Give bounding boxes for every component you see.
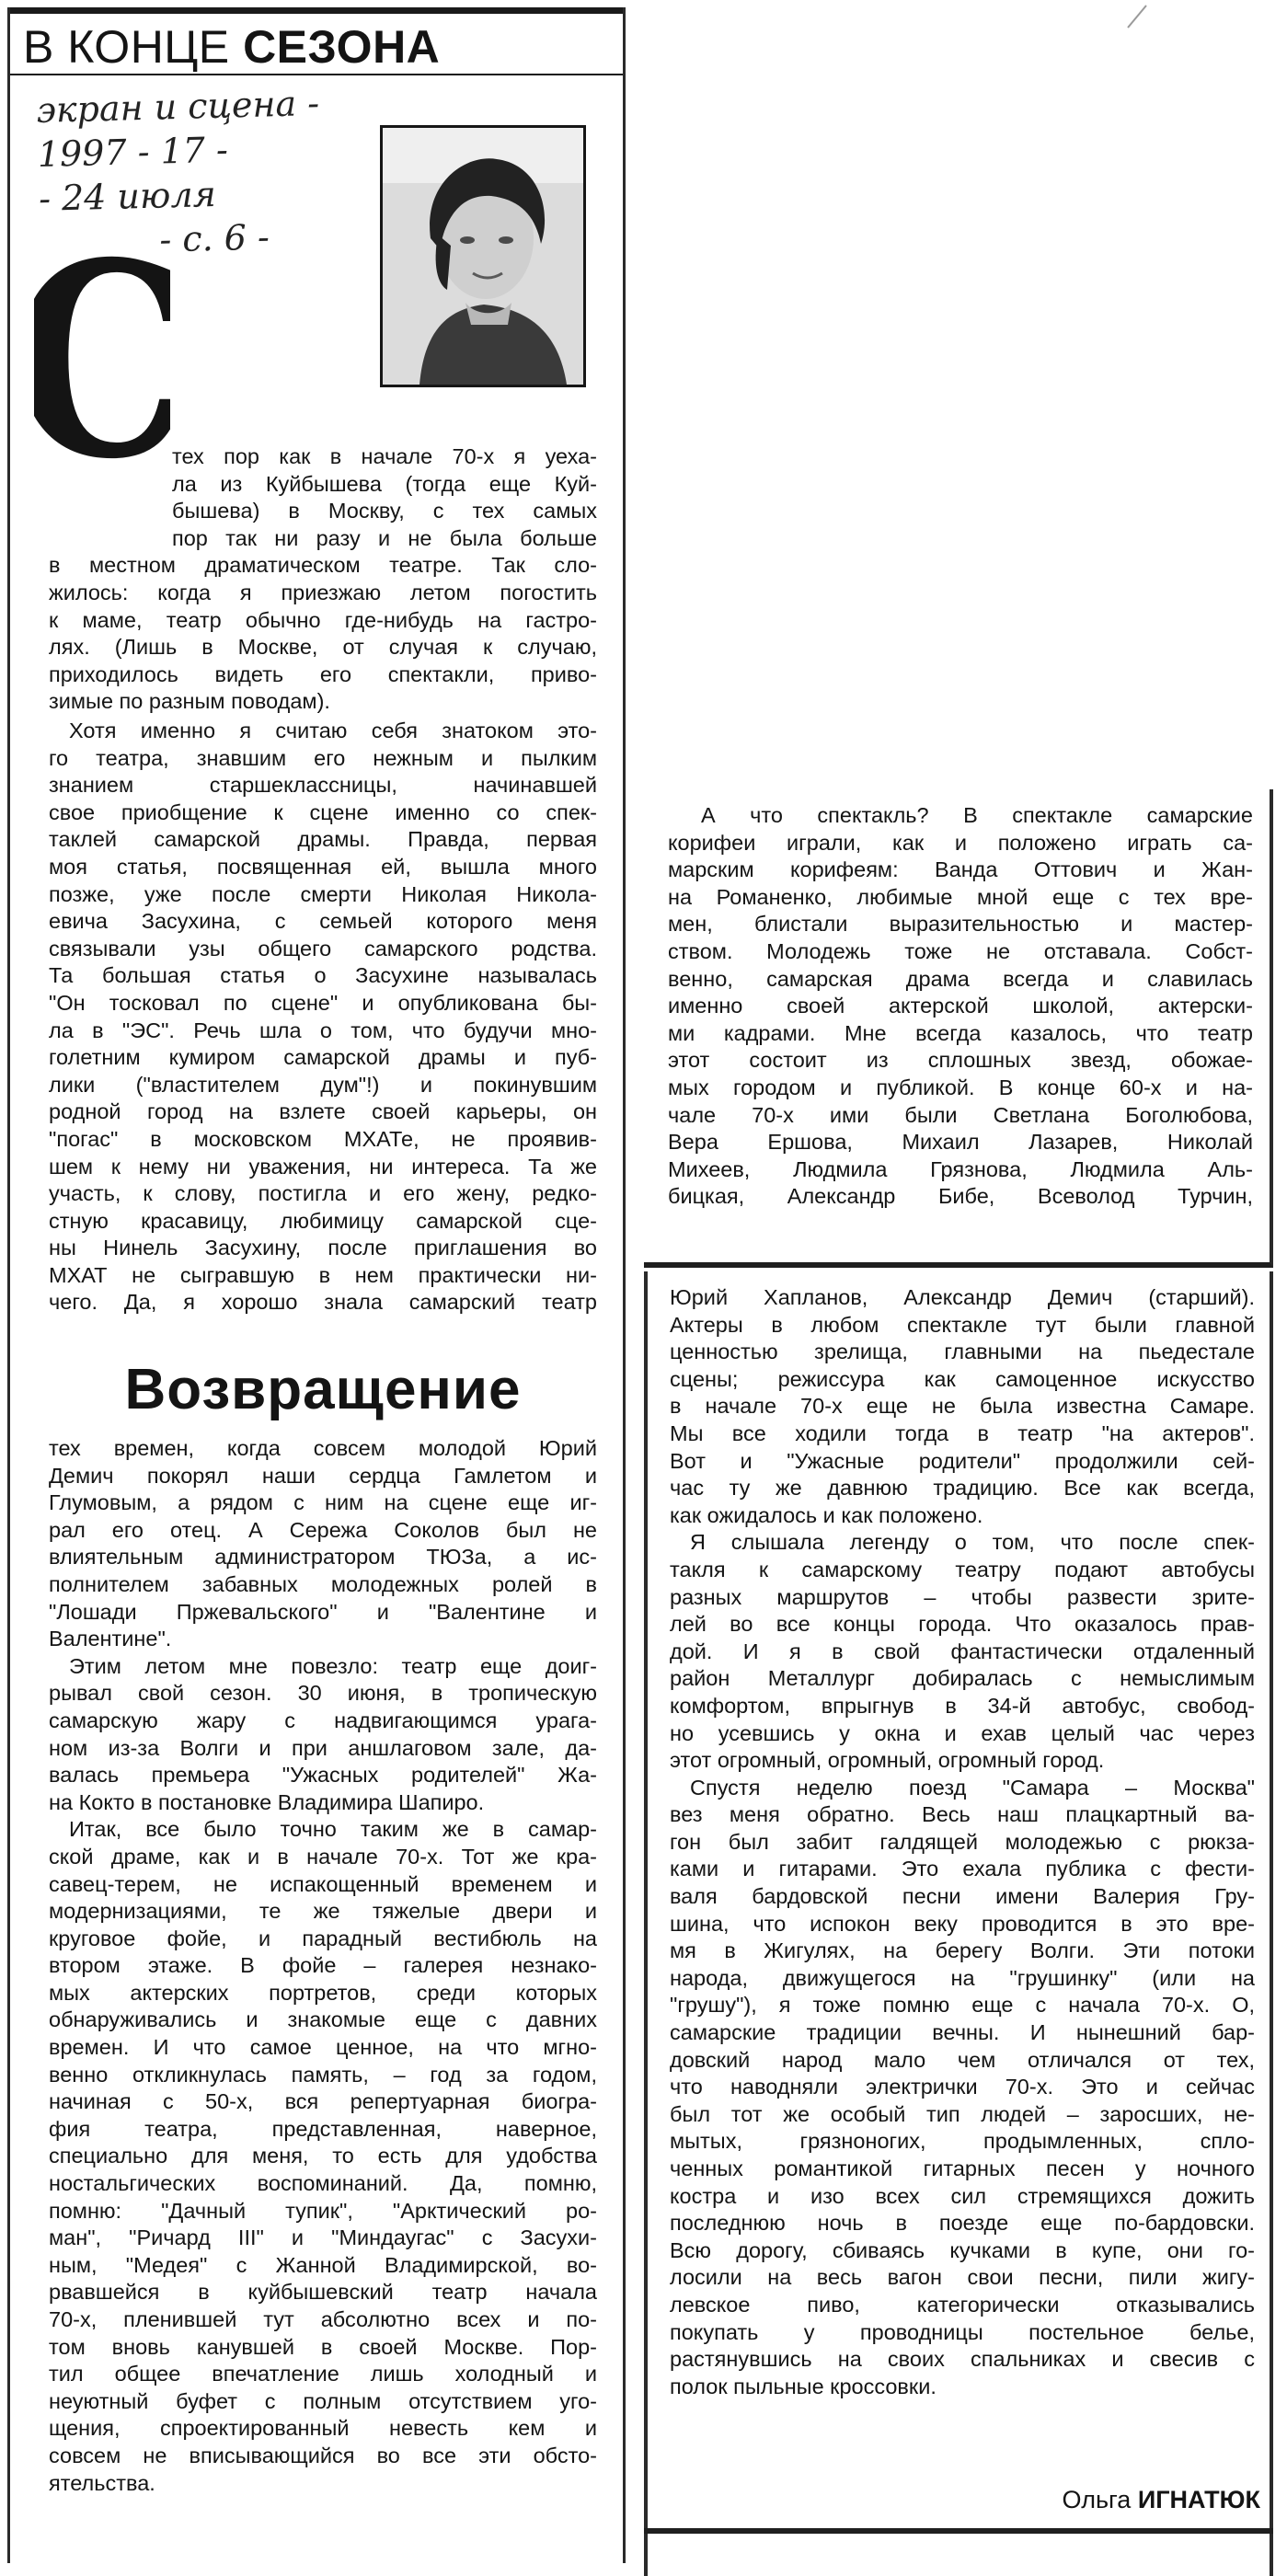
text-line: Всю дорогу, сбиваясь кучками в купе, они го- [670,2237,1255,2262]
text-line: но усевшись у окна и ехав целый час через [670,1720,1255,1745]
text-line: час ту же давнюю традицию. Все как всегда, [670,1476,1255,1501]
text-line: модернизациями, те же тяжелые двери и [49,1899,597,1924]
text-line: именно своей актерской школой, актерски- [668,994,1253,1018]
text-line: времен. И что самое ценное, на что мгно- [49,2035,597,2060]
paragraph-aktery [670,1284,1255,2400]
text-line: марским корифеям: Ванда Оттович и Жан- [668,857,1253,882]
text-line: комфортом, впрыгнув в 34-й автобус, свобод- [670,1693,1255,1718]
text-line: довский народ мало чем отличался от тех, [670,2047,1255,2072]
text-line: тех пор как в начале 70-х я уеха- [172,444,597,468]
text-line: том вновь канувшей в своей Москве. Пор- [49,2334,597,2359]
text-line: щения, спроектированный невесть кем и [49,2416,597,2441]
text-line: полнителем забавных молодежных ролей в [49,1571,597,1596]
annotation-line: - 24 июля [38,173,217,219]
text-line: Хотя именно я считаю себя знатоком это- [69,719,597,742]
text-line: зимые по разным поводам). [49,689,330,714]
text-line: гон был забит галдящей молодежью с рюкза- [670,1829,1255,1854]
handwritten-annotation [36,79,383,265]
text-line: самарские традиции вечны. И нынешний бар- [670,2020,1255,2045]
text-line: тех времен, когда совсем молодой Юрий [49,1436,597,1460]
text-line: тил общее впечатление лишь холодный и [49,2362,597,2386]
text-line: неуютный буфет с полным отсутствием уго- [49,2388,597,2413]
text-line: дой. И я в свой фантастически отдаленный [670,1639,1255,1663]
text-line: ками и гитарами. Это ехала публика с фести- [670,1857,1255,1881]
text-line: бицкая, Александр Бибе, Всеволод Турчин, [668,1184,1253,1209]
paragraph-vremena [49,1435,597,2497]
text-line: разных маршрутов – чтобы развести зрите- [670,1584,1255,1609]
text-line: на Кокто в постановке Владимира Шапиро. [49,1789,485,1814]
text-line: ством. Молодежь тоже не отставала. Собст- [668,938,1253,963]
text-line: чале 70-х ими были Светлана Боголюбова, [668,1102,1253,1127]
left-column [7,7,626,2563]
text-line: что наводняли электрички 70-х. Это и сейчас [670,2075,1255,2099]
author-photo [380,125,586,387]
text-line: Демич покорял наши сердца Гамлетом и [49,1463,597,1488]
author-signature [1063,2484,1261,2515]
text-line: Та большая статья о Засухине называлась [49,963,597,988]
text-line: Я слышала легенду о том, что после спек- [690,1530,1255,1555]
right-upper-block [644,789,1273,1268]
text-line: ской драме, как и в начале 70-х. Тот же кра- [49,1844,597,1869]
text-line: мя в Жигулях, на берегу Волги. Эти потоки [670,1938,1255,1963]
text-line: начиная с 50-х, вся репертуарная биогра- [49,2089,597,2114]
text-line: евича Засухина, с семьей которого меня [49,909,597,934]
text-line: последнюю ночь в поезде еще по-бардовски. [670,2211,1255,2236]
text-line: совсем не вписывающийся во все эти обсто- [49,2443,597,2467]
text-line: левское пиво, категорически отказывались [670,2292,1255,2317]
text-line: "погас" в московском МХАТе, не проявив- [49,1126,597,1151]
text-line: Вот и "Ужасные родители" продолжили сей- [670,1448,1255,1473]
text-line: валя бардовской песни имени Валерия Гру- [670,1884,1255,1909]
text-line: мых актерских портретов, среди которых [49,1980,597,2005]
text-line: ны Нинель Засухину, после приглашения во [49,1236,597,1260]
text-line: пор так ни разу и не была больше [172,525,597,550]
text-line: Юрий Хапланов, Александр Демич (старший). [670,1285,1255,1309]
article-headline: Возвращение [124,1358,522,1421]
text-line: растянувшись на своих спальниках и свесив с [670,2347,1255,2372]
text-line: МХАТ не сыгравшую в нем практически ни- [49,1262,597,1287]
text-line: "грушу"), я тоже помню еще с начала 70-х. О, [670,1993,1255,2018]
text-line: ценностью зрелища, главными на пьедестале [670,1340,1255,1364]
text-line: мен, блистали выразительностью и мастер- [668,912,1253,937]
text-line: Михеев, Людмила Грязнова, Людмила Аль- [668,1156,1253,1181]
text-line: самарскую жару с надвигающимся урага- [49,1708,597,1732]
right-column [644,0,1281,2576]
text-line: свое приобщение к сцене именно со спек- [49,799,597,824]
text-line: в местном драматическом театре. Так сло- [49,553,597,578]
rubric-prefix: В КОНЦЕ [23,21,230,73]
text-line: лики ("властителем дум"!) и покинувшим [49,1072,597,1097]
text-line: голетним кумиром самарской драмы и пуб- [49,1045,597,1070]
text-line: покупать у проводницы постельное белье, [670,2319,1255,2344]
text-line: ным, "Медея" с Жанной Владимирской, во- [49,2252,597,2277]
rubric-main: СЕЗОНА [243,21,441,73]
text-line: позже, уже после смерти Николая Никола- [49,881,597,906]
text-line: Этим летом мне повезло: театр еще доиг- [69,1653,597,1678]
paragraph-spektakl [668,802,1253,1211]
text-line: ман", "Ричард III" и "Миндаугас" с Засухи- [49,2225,597,2250]
margin-mark [1122,0,1196,33]
text-line: этот состоит из сплошных звезд, обожае- [668,1048,1253,1073]
text-line: лях. (Лишь в Москве, от случая к случаю, [49,635,597,660]
text-line: помню: "Дачный тупик", "Арктический ро- [49,2198,597,2223]
text-line: родной город на взлете своей карьеры, он [49,1099,597,1124]
drop-cap [34,254,170,471]
text-line: ла в "ЭС". Речь шла о том, что будучи мно- [49,1018,597,1042]
lead-paragraph [49,443,597,716]
author-first-name: Ольга [1062,2486,1132,2513]
text-line: связывали узы общего самарского родства. [49,936,597,960]
text-line: круговое фойе, и парадный вестибюль на [49,1926,597,1950]
text-line: венно, самарская драма всегда и славилась [668,966,1253,991]
bottom-rule [644,2528,1273,2534]
text-line: "Лошади Пржевальского" и "Валентине и [49,1599,597,1624]
text-line: район Металлург добиралась с немыслимым [670,1666,1255,1691]
text-line: ятельства. [49,2470,155,2495]
text-line: мых городом и публикой. В конце 60-х и на- [668,1075,1253,1099]
text-line: лей во все концы города. Что оказалось прав- [670,1612,1255,1637]
text-line: сцены; режиссура как самоценное искусство [670,1366,1255,1391]
text-line: "Он тосковал по сцене" и опубликована бы- [49,990,597,1015]
rubric-title [23,21,440,73]
text-line: корифеи играли, как и положено играть са- [668,830,1253,855]
text-line: этот огромный, огромный, огромный город. [670,1748,1105,1773]
text-line: стную красавицу, любимицу самарской сце- [49,1208,597,1233]
rubric-header [10,7,623,75]
text-line: Валентине". [49,1627,172,1651]
text-line: фия театра, представленная, наверное, [49,2116,597,2141]
text-line: моя статья, посвященная ей, вышла много [49,854,597,879]
text-line: Глумовым, а рядом с ним на сцене еще иг- [49,1490,597,1515]
text-line: Вера Ершова, Михаил Лазарев, Николай [668,1130,1253,1155]
text-line: рал его отец. А Сережа Соколов был не [49,1517,597,1542]
text-line: костра и изо всех сил стремящихся дожить [670,2183,1255,2208]
text-line: полок пыльные кроссовки. [670,2374,937,2398]
text-line: обнаруживались и знакомые еще с давних [49,2007,597,2032]
text-line: А что спектакль? В спектакле самарские [701,803,1253,827]
text-line: венно откликнулась память, – год за годом, [49,2062,597,2087]
text-line: Спустя неделю поезд "Самара – Москва" [690,1775,1255,1800]
text-line: шина, что испокон веку проводится в это вре- [670,1911,1255,1936]
author-last-name: ИГНАТЮК [1137,2486,1260,2513]
text-line: как ожидалось и как положено. [670,1502,983,1527]
annotation-line: 1997 - 17 - [37,129,229,175]
text-line: ла из Куйбышева (тогда еще Куй- [172,471,597,496]
annotation-line: - с. 6 - [158,216,270,260]
text-line: рвавшейся в куйбышевский театр начала [49,2280,597,2305]
annotation-line: экран и сцена - [36,82,320,131]
text-line: ном из-за Волги и при аншлаговом зале, да- [49,1735,597,1760]
text-line: народа, движущегося на "грушинку" (или на [670,1965,1255,1990]
text-line: Итак, все было точно таким же в самар- [69,1817,597,1842]
text-line: Актеры в любом спектакле тут были главной [670,1312,1255,1337]
text-line: специально для меня, то есть для удобства [49,2144,597,2168]
text-line: втором этаже. В фойе – галерея незнако- [49,1953,597,1978]
text-line: 70-х, пленившей тут абсолютно всех и по- [49,2307,597,2331]
right-lower-block [644,1271,1273,2576]
text-line: рывал свой сезон. 30 июня, в тропическую [49,1681,597,1706]
text-line: участь, к слову, постигла и его жену, редко- [49,1181,597,1206]
text-line: валась премьера "Ужасных родителей" Жа- [49,1763,597,1788]
text-line: ностальгических воспоминаний. Да, помню, [49,2171,597,2196]
text-line: го театра, знавшим его нежным и пылким [49,745,597,770]
text-line: в начале 70-х еще не была известна Самаре. [670,1394,1255,1419]
paragraph-znatok [49,718,597,1317]
text-line: таклей самарской драмы. Правда, первая [49,827,597,852]
text-line: на Романенко, любимые мной еще с тех вре- [668,884,1253,909]
text-line: савец-терем, не испакощенный временем и [49,1871,597,1896]
text-line: ми кадрами. Мне всегда казалось, что театр [668,1020,1253,1045]
text-line: знанием старшеклассницы, начинавшей [49,773,597,798]
text-line: такля к самарскому театру подают автобусы [670,1557,1255,1581]
text-line: лосили на весь вагон свои песни, пили жигу- [670,2265,1255,2290]
drop-cap-letter [34,254,170,471]
text-line: чего. Да, я хорошо знала самарский театр [49,1290,597,1315]
text-line: влиятельным администратором ТЮЗа, а ис- [49,1545,597,1570]
text-line: вез меня обратно. Весь наш плацкартный ва- [670,1802,1255,1827]
text-line: Мы все ходили тогда в театр "на актеров". [670,1420,1255,1445]
text-line: мытых, грязноногих, продымленных, спло- [670,2129,1255,2154]
author-portrait-image [383,128,583,385]
text-line: жилось: когда я приезжаю летом погостить [49,580,597,604]
text-line: приходилось видеть его спектакли, приво- [49,661,597,686]
text-line: был тот же особый тип людей – заросших, не- [670,2101,1255,2126]
text-line: бышева) в Москву, с тех самых [172,499,597,523]
text-line: шем к нему ни уважения, ни интереса. Та же [49,1154,597,1179]
text-line: к маме, театр обычно где-нибудь на гастро- [49,607,597,632]
text-line: ченных романтикой гитарных песен у ночного [670,2156,1255,2180]
